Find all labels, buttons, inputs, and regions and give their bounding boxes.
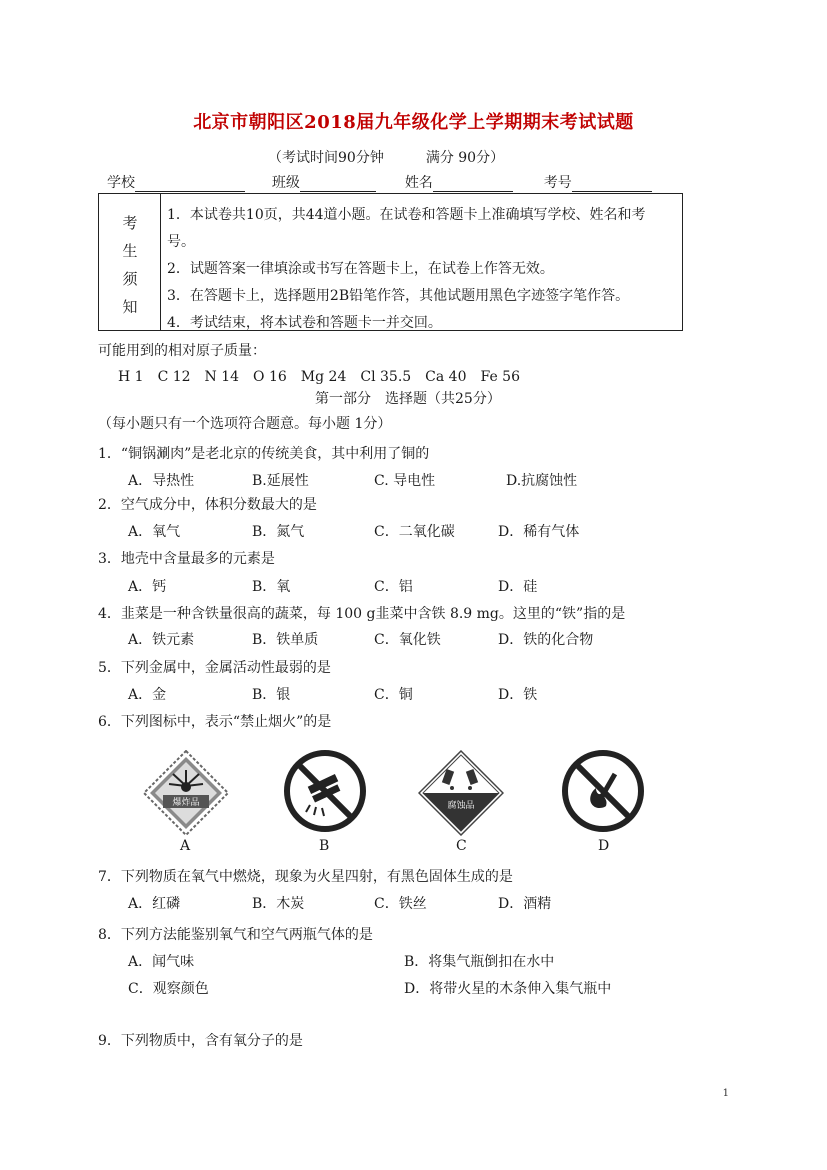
name-label: 姓名 <box>404 175 433 191</box>
explosive-label: 爆炸品 <box>172 798 200 808</box>
notice-item: 2．试题答案一律填涂或书写在答题卡上，在试卷上作答无效。 <box>167 261 554 277</box>
q1-option-c[interactable]: C. 导电性 <box>374 473 436 489</box>
question-6-stem: 6．下列图标中，表示“禁止烟火”的是 <box>98 714 332 730</box>
q8-option-d[interactable]: D．将带火星的木条伸入集气瓶中 <box>404 981 612 997</box>
q3-option-a[interactable]: A．钙 <box>128 579 167 595</box>
question-1-stem: 1．“铜锅涮肉”是老北京的传统美食，其中利用了铜的 <box>98 446 430 462</box>
question-4-stem: 4．韭菜是一种含铁量很高的蔬菜，每 100 g韭菜中含铁 8.9 mg。这里的“铁”指的是 <box>98 606 626 622</box>
q4-option-c[interactable]: C．氧化铁 <box>374 632 441 648</box>
q3-option-d[interactable]: D．硅 <box>498 579 538 595</box>
question-9-stem: 9．下列物质中，含有氧分子的是 <box>98 1033 303 1049</box>
q4-option-a[interactable]: A．铁元素 <box>128 632 195 648</box>
q2-option-c[interactable]: C．二氧化碳 <box>374 524 455 540</box>
exam-duration-subtitle: （考试时间90分钟 满分 90分） <box>268 150 505 166</box>
question-2-stem: 2．空气成分中，体积分数最大的是 <box>98 497 317 513</box>
document-title: 北京市朝阳区2018届九年级化学上学期期末考试试题 <box>193 112 634 133</box>
q5-option-c[interactable]: C．铜 <box>374 687 413 703</box>
q5-option-b[interactable]: B．银 <box>252 687 291 703</box>
q4-option-d[interactable]: D．铁的化合物 <box>498 632 594 648</box>
q6-option-b[interactable]: B <box>319 838 330 854</box>
student-info-row <box>107 172 652 192</box>
q8-option-b[interactable]: B．将集气瓶倒扣在水中 <box>404 954 555 970</box>
question-5-stem: 5．下列金属中，金属活动性最弱的是 <box>98 660 331 676</box>
no-firecrackers-icon[interactable] <box>284 750 366 832</box>
notice-item: 3．在答题卡上，选择题用2B铅笔作答，其他试题用黑色字迹签字笔作答。 <box>167 288 630 304</box>
school-label: 学校 <box>107 175 135 191</box>
q3-option-c[interactable]: C．铝 <box>374 579 413 595</box>
question-3-stem: 3．地壳中含量最多的元素是 <box>98 551 275 567</box>
notice-heading: 考 生 须 知 <box>99 194 161 330</box>
q7-option-c[interactable]: C．铁丝 <box>374 896 427 912</box>
question-7-stem: 7．下列物质在氧气中燃烧，现象为火星四射，有黑色固体生成的是 <box>98 869 513 885</box>
q3-option-b[interactable]: B．氧 <box>252 579 291 595</box>
q6-option-c[interactable]: C <box>456 838 467 854</box>
corrosive-sign-icon[interactable] <box>418 750 504 836</box>
part1-note: （每小题只有一个选项符合题意。每小题 1分） <box>98 416 392 432</box>
question-8-stem: 8．下列方法能鉴别氧气和空气两瓶气体的是 <box>98 927 373 943</box>
q5-option-a[interactable]: A．金 <box>128 687 167 703</box>
q1-option-a[interactable]: A．导热性 <box>128 473 195 489</box>
q6-option-a[interactable]: A <box>180 838 191 854</box>
part1-heading: 第一部分 选择题（共25分） <box>315 391 501 407</box>
id-label: 考号 <box>543 175 572 191</box>
q8-option-c[interactable]: C．观察颜色 <box>128 981 209 997</box>
q5-option-d[interactable]: D．铁 <box>498 687 538 703</box>
school-blank[interactable] <box>135 175 245 192</box>
q7-option-b[interactable]: B．木炭 <box>252 896 305 912</box>
q6-option-d[interactable]: D <box>598 838 610 854</box>
q2-option-d[interactable]: D．稀有气体 <box>498 524 580 540</box>
class-blank[interactable] <box>300 175 376 192</box>
no-fire-icon[interactable] <box>562 750 644 832</box>
atomic-mass-label: 可能用到的相对原子质量： <box>98 343 266 359</box>
corrosive-label: 腐蚀品 <box>447 801 475 811</box>
explosive-sign-icon[interactable] <box>143 750 229 836</box>
id-blank[interactable] <box>572 175 652 192</box>
q2-option-a[interactable]: A．氧气 <box>128 524 181 540</box>
q1-option-d[interactable]: D.抗腐蚀性 <box>506 473 578 489</box>
q4-option-b[interactable]: B．铁单质 <box>252 632 319 648</box>
name-blank[interactable] <box>433 175 513 192</box>
notice-item: 4．考试结束，将本试卷和答题卡一并交回。 <box>167 315 442 331</box>
class-label: 班级 <box>271 175 300 191</box>
q7-option-d[interactable]: D．酒精 <box>498 896 552 912</box>
notice-items <box>167 202 676 337</box>
notice-item: 1．本试卷共10页，共44道小题。在试卷和答题卡上准确填写学校、姓名和考号。 <box>167 207 646 250</box>
exam-notice-box <box>98 193 683 331</box>
atomic-mass-values: H 1 C 12 N 14 O 16 Mg 24 Cl 35.5 Ca 40 Fe 56 <box>118 369 520 385</box>
q8-option-a[interactable]: A．闻气味 <box>128 954 195 970</box>
q1-option-b[interactable]: B.延展性 <box>252 473 309 489</box>
q2-option-b[interactable]: B．氮气 <box>252 524 305 540</box>
q7-option-a[interactable]: A．红磷 <box>128 896 181 912</box>
page-number: 1 <box>722 1088 729 1099</box>
